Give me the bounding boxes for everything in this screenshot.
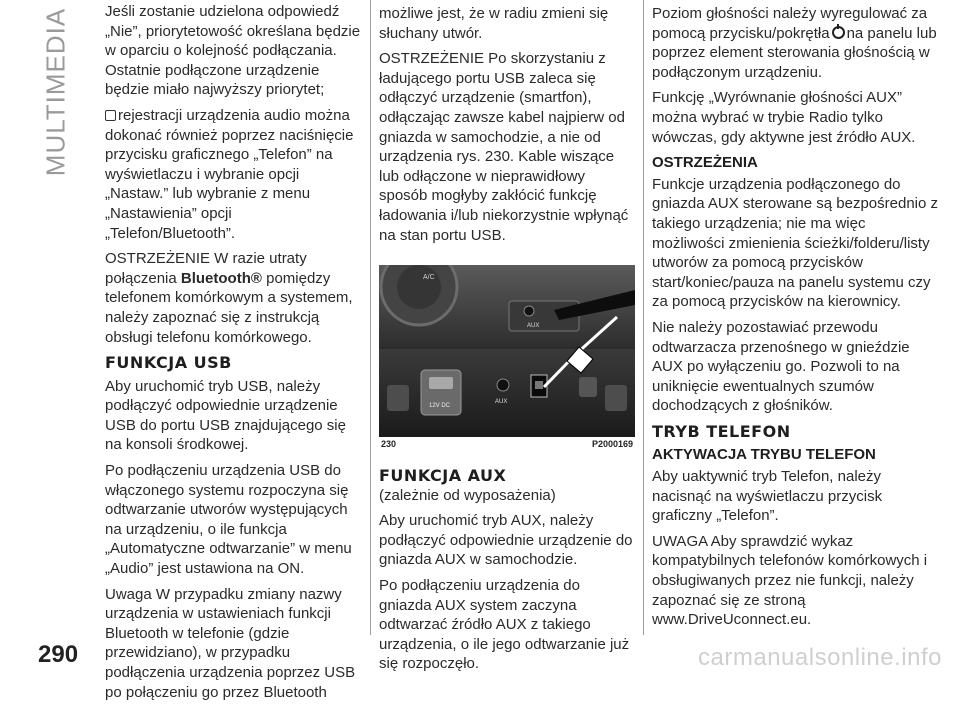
paragraph: Po podłączeniu urządzenia do gniazda AUX system zaczyna odtwarzać źródło AUX z takiego urządzenia, o ile jego odtwarzanie już się rozpoczęło. bbox=[379, 576, 630, 673]
column-2-lower bbox=[379, 466, 635, 680]
paragraph: Uwaga W przypadku zmiany nazwy urządzenia w ustawieniach funkcji Bluetooth w telefonie (gdzie przewidziano), w przypadku podłączenia urządzenia poprzez USB po połączeniu go przez Bluetooth bbox=[105, 585, 356, 701]
figure-usb-aux-console bbox=[379, 265, 635, 450]
paragraph: Nie należy pozostawiać przewodu odtwarzacza przenośnego w gnieździe AUX po wyłączeniu go. Pozwoli to na uniknięcie ewentualnych szumów dochodzących z głośników. bbox=[652, 318, 910, 415]
bullet-square-icon bbox=[105, 110, 116, 121]
paragraph-warning: OSTRZEŻENIE Po skorzystaniu z ładującego portu USB zaleca się odłączyć urządzenie (smartfon), odłączając zawsze kabel najpierw od gniazda w samochodzie, a nie od urządzenia rys. 230. Kable wiszące lub odłączone w nieprawidłowy sposób mogłyby zakłócić funkcję ładowania i/lub niekorzystnie wpłynąć na stan portu USB. bbox=[379, 50, 629, 244]
paragraph: Aby uruchomić tryb USB, należy podłączyć odpowiednie urządzenie USB do portu USB znajdującego się na konsoli środkowej. bbox=[105, 377, 346, 454]
figure-code: P2000169 bbox=[591, 439, 633, 449]
paragraph: Poziom głośności należy wyregulować za pomocą przycisku/pokrętła na panelu lub poprzez element sterowania głośnością w podłączonym urządzeniu. bbox=[652, 5, 937, 81]
aux-label-top: AUX bbox=[527, 323, 540, 329]
bluetooth-brand: Bluetooth® bbox=[180, 269, 262, 287]
column-3 bbox=[652, 4, 942, 636]
aux-label-bottom: AUX bbox=[495, 399, 508, 405]
column-divider bbox=[643, 0, 644, 635]
dc-label: 12V DC bbox=[429, 403, 451, 409]
column-1 bbox=[105, 2, 361, 708]
power-knob-icon bbox=[832, 26, 845, 39]
console-illustration bbox=[379, 265, 635, 450]
paragraph: możliwe jest, że w radiu zmieni się słuchany utwór. bbox=[379, 5, 609, 42]
paragraph: Po podłączeniu urządzenia USB do włączonego systemu rozpoczyna się odtwarzanie utworów występujących na urządzeniu, o ile funkcja „Automatyczne odtwarzanie” w menu „Audio” jest ustawiona na ON. bbox=[105, 462, 352, 578]
footer-watermark: carmanualsonline.info bbox=[698, 644, 942, 671]
column-2 bbox=[379, 4, 635, 251]
paragraph: UWAGA Aby sprawdzić wykaz kompatybilnych telefonów komórkowych i obsługiwanych przez nie funkcji, należy zapoznać się ze stroną www.DriveUconnect.eu. bbox=[652, 532, 928, 629]
page-number: 290 bbox=[38, 641, 79, 668]
aux-subtitle: (zależnie od wyposażenia) bbox=[379, 486, 556, 504]
subheading-phone-activation: AKTYWACJA TRYBU TELEFON bbox=[652, 446, 876, 464]
ac-label: A/C bbox=[423, 274, 435, 281]
column-divider bbox=[370, 0, 371, 635]
heading-usb: FUNKCJA USB bbox=[105, 353, 232, 373]
heading-warnings: OSTRZEŻENIA bbox=[652, 154, 758, 172]
paragraph: Funkcje urządzenia podłączonego do gniazda AUX sterowane są bezpośrednio z takiego urządzenia; nie ma więc możliwości zmienienia ścieżki/folderu/listy utworów za pomocą przycisków start/koniec/pauza na panelu systemu czy za pomocą przycisków na kierownicy. bbox=[652, 175, 939, 311]
paragraph: Aby uaktywnić tryb Telefon, należy nacisnąć na wyświetlaczu przycisk graficzny „Telefon”. bbox=[652, 468, 883, 525]
heading-aux: FUNKCJA AUX bbox=[379, 466, 507, 485]
paragraph-warning: OSTRZEŻENIE W razie utraty połączenia Bluetooth® pomiędzy telefonem komórkowym a systemem, należy zapoznać się z instrukcją obsługi telefonu komórkowego. bbox=[105, 250, 353, 346]
paragraph: rejestracji urządzenia audio można dokonać również poprzez naciśnięcie przycisku graficznego „Telefon” na wyświetlaczu i wybranie opcji „Nastaw.” lub wybranie z menu „Nastawienia” opcji „Telefon/Bluetooth”. bbox=[105, 106, 354, 242]
paragraph: Aby uruchomić tryb AUX, należy podłączyć odpowiednie urządzenie do gniazda AUX w samochodzie. bbox=[379, 512, 633, 569]
paragraph: Jeśli zostanie udzielona odpowiedź „Nie”, priorytetowość określana będzie w oparciu o kolejność podłączania. Ostatnie podłączone urządzenie będzie miało najwyższy priorytet; bbox=[105, 3, 361, 99]
section-side-label: MULTIMEDIA bbox=[40, 7, 71, 177]
heading-phone-mode: TRYB TELEFON bbox=[652, 421, 791, 441]
paragraph: Funkcję „Wyrównanie głośności AUX” można wybrać w trybie Radio tylko wówczas, gdy aktywne jest źródło AUX. bbox=[652, 89, 916, 146]
figure-number: 230 bbox=[381, 439, 397, 449]
